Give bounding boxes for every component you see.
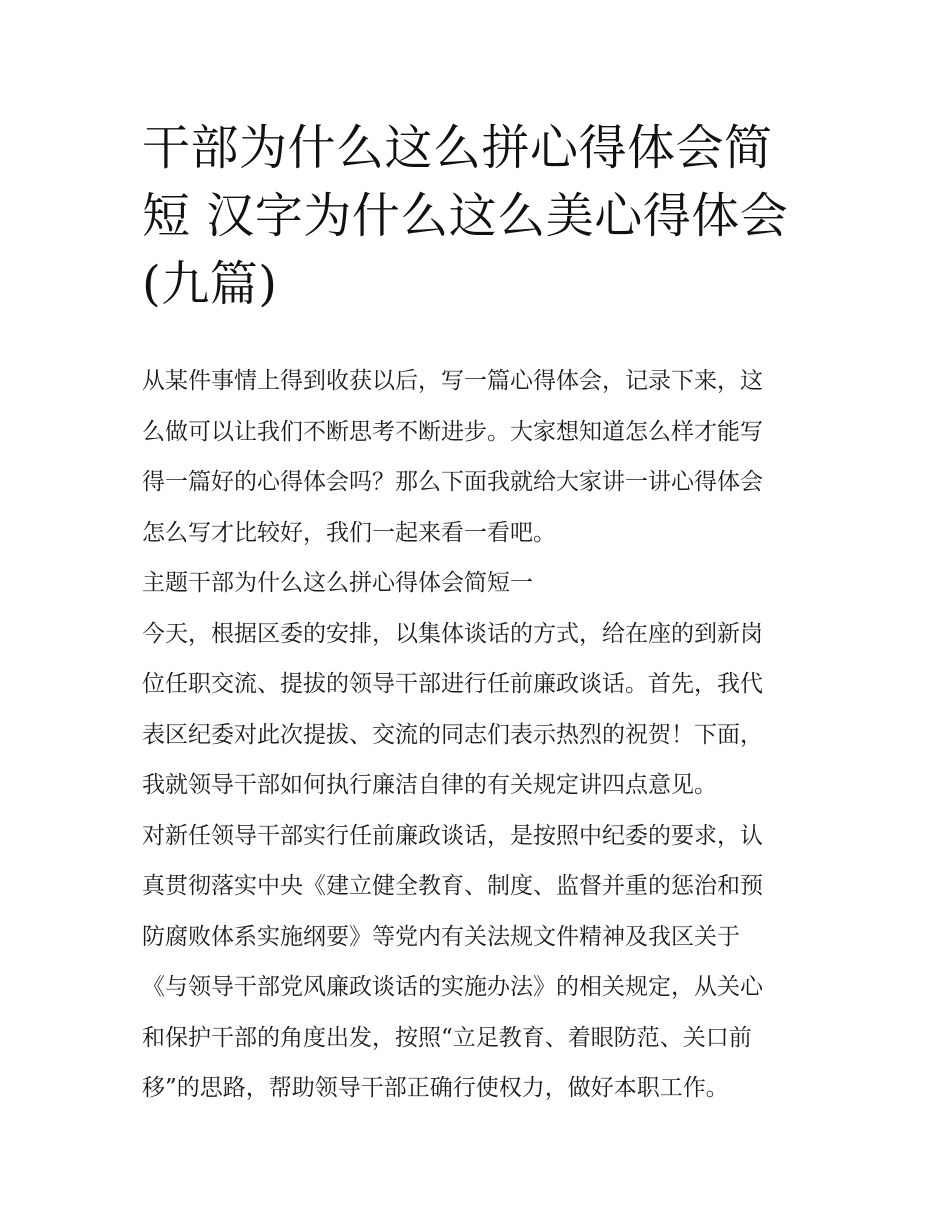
document-body xyxy=(142,356,814,1114)
body-line: 今天，根据区委的安排，以集体谈话的方式，给在座的到新岗 xyxy=(142,620,763,647)
body-line: 防腐败体系实施纲要》等党内有关法规文件精神及我区关于 xyxy=(142,923,740,950)
body-line: 真贯彻落实中央《建立健全教育、制度、监督并重的惩治和预 xyxy=(142,873,763,899)
body-line: 表区纪委对此次提拔、交流的同志们表示热烈的祝贺！下面， xyxy=(142,721,763,748)
body-line: 对新任领导干部实行任前廉政谈话，是按照中纪委的要求，认 xyxy=(142,822,763,849)
title-line: 短 汉字为什么这么美心得体会 xyxy=(142,188,789,244)
body-line: 我就领导干部如何执行廉洁自律的有关规定讲四点意见。 xyxy=(142,772,717,798)
title-line: 干部为什么这么拼心得体会简 xyxy=(142,120,773,176)
document-title xyxy=(142,114,814,318)
body-line: 么做可以让我们不断思考不断进步。大家想知道怎么样才能写 xyxy=(142,418,763,445)
body-line: 移”的思路，帮助领导干部正确行使权力，做好本职工作。 xyxy=(142,1075,729,1101)
title-line: (九篇) xyxy=(142,256,278,312)
body-line: 从某件事情上得到收获以后，写一篇心得体会，记录下来，这 xyxy=(142,368,763,394)
section-heading: 主题干部为什么这么拼心得体会简短一 xyxy=(142,570,533,596)
body-line: 位任职交流、提拔的领导干部进行任前廉政谈话。首先，我代 xyxy=(142,671,763,697)
body-line: 得一篇好的心得体会吗？那么下面我就给大家讲一讲心得体会 xyxy=(142,469,763,495)
body-line: 《与领导干部党风廉政谈话的实施办法》的相关规定，从关心 xyxy=(142,974,763,1000)
body-line: 和保护干部的角度出发，按照“立足教育、着眼防范、关口前 xyxy=(142,1024,752,1051)
body-line: 怎么写才比较好，我们一起来看一看吧。 xyxy=(142,519,556,546)
